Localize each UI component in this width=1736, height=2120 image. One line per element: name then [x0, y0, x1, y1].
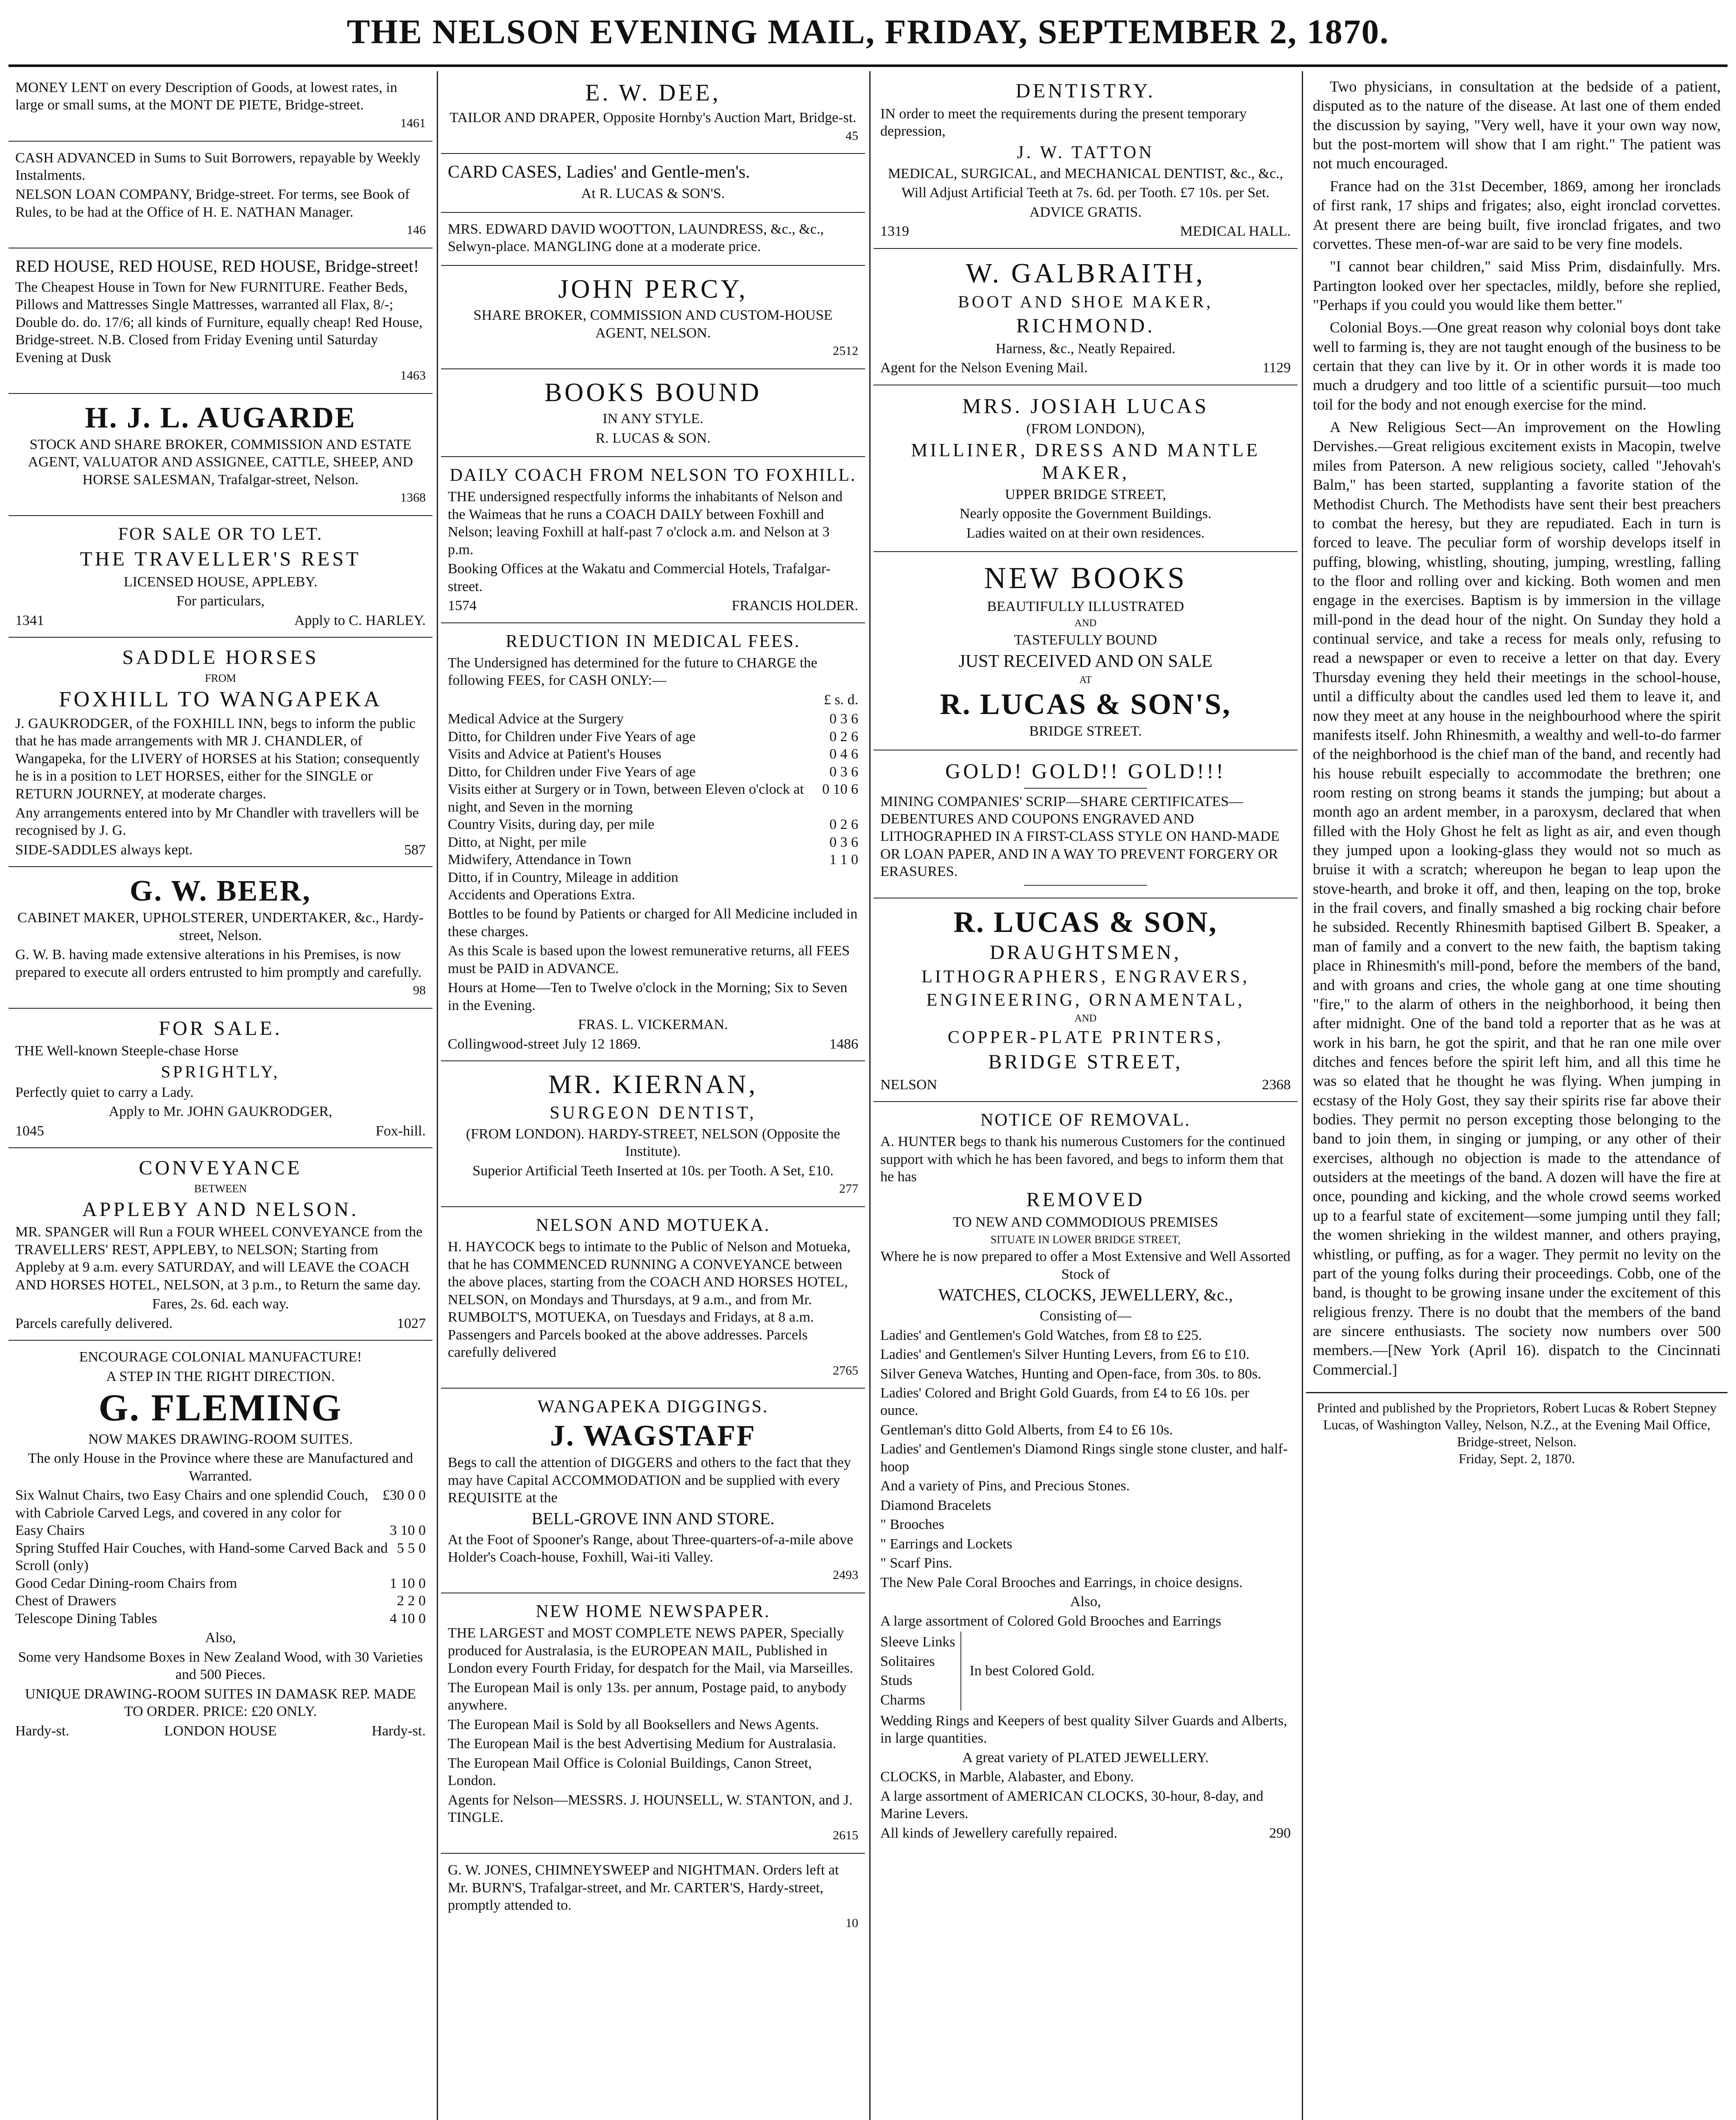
list-item: Ladies' and Gentlemen's Diamond Rings single stone cluster, and half-hoop	[880, 1441, 1288, 1475]
ad-text: BOOT AND SHOE MAKER,	[958, 292, 1213, 311]
ad-number: 1027	[397, 1315, 426, 1331]
ad-sprightly	[8, 1009, 433, 1148]
masthead: THE NELSON EVENING MAIL, FRIDAY, SEPTEMBER 2, 1870.	[346, 12, 1390, 51]
ad-number: 10	[846, 1916, 858, 1930]
ad-text: In best Colored Gold.	[969, 1663, 1095, 1679]
ad-text: Begs to call the attention of DIGGERS and others to the fact that they may have Capital ACCOMMODATION and be supplied with every REQUISITE at the	[448, 1455, 851, 1506]
ad-text: IN order to meet the requirements during the present temporary depression,	[880, 106, 1247, 139]
ad-number: 2765	[833, 1363, 858, 1378]
list-item: Silver Geneva Watches, Hunting and Open-face, from 30s. to 80s.	[880, 1366, 1262, 1382]
list-item: Good Cedar Dining-room Chairs from 1 10 0	[15, 1575, 426, 1591]
ad-wootton	[441, 213, 865, 266]
ad-text: Some very Handsome Boxes in New Zealand Wood, with 30 Varieties and 500 Pieces.	[18, 1649, 423, 1683]
ad-text: At the Foot of Spooner's Range, about Three-quarters-of-a-mile above Holder's Coach-house, Foxhill, Wai-iti Valley.	[448, 1531, 854, 1565]
ad-text: A. HUNTER begs to thank his numerous Customers for the continued support with which he has been favored, and begs to inform them that he has	[880, 1134, 1285, 1185]
ad-text: Apply to Mr. JOHN GAUKRODGER,	[109, 1104, 332, 1120]
ad-heading: FOR SALE.	[159, 1017, 282, 1040]
ad-number: 2512	[833, 344, 858, 358]
ad-number: 1045	[15, 1123, 44, 1139]
list-item: Charms	[880, 1692, 925, 1708]
ad-subtitle: SURGEON DENTIST,	[550, 1103, 756, 1123]
ad-text: ADVICE GRATIS.	[1029, 204, 1142, 220]
list-item: Visits and Advice at Patient's Houses 0 4 6	[448, 746, 858, 762]
ad-text: Booking Offices at the Wakatu and Commercial Hotels, Trafalgar-street.	[448, 561, 831, 594]
ad-daily-coach	[441, 457, 865, 623]
ad-text: UNIQUE DRAWING-ROOM SUITES IN DAMASK REP. MADE TO ORDER. PRICE: £20 ONLY.	[25, 1686, 416, 1720]
ad-title: E. W. DEE,	[585, 80, 721, 106]
ad-text: MEDICAL HALL.	[1180, 223, 1291, 240]
ad-number: 1319	[880, 223, 909, 240]
ad-number: 2493	[833, 1568, 858, 1582]
ad-title: MR. KIERNAN,	[548, 1070, 758, 1099]
ad-number: 1463	[400, 368, 426, 383]
ad-title: H. J. L. AUGARDE	[85, 401, 356, 434]
ad-percy	[441, 266, 865, 369]
ad-text: Will Adjust Artificial Teeth at 7s. 6d. per Tooth. £7 10s. per Set.	[901, 185, 1270, 201]
ad-text: FRAS. L. VICKERMAN.	[578, 1017, 728, 1033]
list-item: " Scarf Pins.	[880, 1555, 952, 1571]
ad-text: A large assortment of AMERICAN CLOCKS, 30-hour, 8-day, and Marine Levers.	[880, 1788, 1264, 1822]
ad-heading: ENCOURAGE COLONIAL MANUFACTURE!	[79, 1349, 362, 1365]
list-item: Medical Advice at the Surgery 0 3 6	[448, 711, 858, 727]
ad-hunter-removal	[874, 1102, 1298, 1849]
ad-title: JOHN PERCY,	[558, 274, 748, 304]
ad-text: BETWEEN	[194, 1182, 247, 1195]
ad-title: RED HOUSE, RED HOUSE, RED HOUSE, Bridge-street!	[15, 257, 419, 276]
ad-title: THE TRAVELLER'S REST	[80, 547, 361, 570]
ad-number: 1461	[400, 116, 426, 130]
list-item: And a variety of Pins, and Precious Stones.	[880, 1478, 1130, 1494]
article-paragraph: A New Religious Sect—An improvement on the Howling Dervishes.—Great religious excitement exists in Macopin, twelve miles from Paterson. A new religious society, called "Jehovah's Balm," has been started, supplanting a favorite station of the Methodist Church. The Methodists have sent their best preachers to combat the heresy, but they are repudiated. Each in turn is forced to leave. The peculiar form of worship develops itself in puffing, blowing, whistling, shouting, jumping, wrestling, falling to the floor and rolling over and kicking. Both women and men engage in the exercises. Baptism is by immersion in the village mill-pond in the dead hour of the night. On Sunday they hold a continual service, and take a recess for meals only, refusing to read a newspaper or even to receive a letter on that day. Every Thursday evening they held their meetings in the school-house, until a difficulty about the candles used led them to leave it, and now they meet at any house in the neighbourhood where the spirit manifests itself. John Rhinesmith, a wealthy and well-to-do farmer of the neighborhood is the chief man of the band, and recently had his house rebuilt especially to accommodate the brethren; one room resting on strong beams it stands the jumping; but about a month ago an ardent member, in a paroxysm, declared that when filled with the Holy Ghost he felt as light as air, and even though they jumped upon a looking-glass they would not so much as bruise it with a scratch; whereupon he began to leap upon the stove-hearth, and broke it off, and then, leaping on the top, broke in the frail covers, and finally smashed a big rocking chair before he subsided. Recently Rhinesmith baptised Gilbert B. Speaker, a man of family and a convert to the new faith, the baptism taking place in Rhinesmith's mill-pond, before the members of the band, and with groans and cries, the whole gang at one time shouting "fire," to the alarm of others in the neighborhood, it being then after midnight. One of the band told a reporter that as he was at work in his barn, he got the spirit, and that he ran one mile over ditches and fences before the spirit left him, and all this time he was so elated that he thought he was flying. When jumping in ecstasy of the Holy Gost, they say their spirits rise far above their bodies. They permit no person excepting those belonging to the band to join them, in singing or jumping, or any other of their exercises, although no objection is made to the attendance of outsiders at the meetings of the band. A dozen will have the fire at once, pounding and kicking, and the whole crowd seems worked up to a fearful state of excitement—some jumping until they fall; the women shrieking in the wildest manner, and others praying, whistling, or puffing, as for a wager. They permit no levity on the part of the young folks during their proceedings. Cobb, one of the band, is thought to be growing insane under the excitement of this religious frenzy. There is no doubt that the members of the band are sincere enthusiasts. The society now numbers over 500 members.—[New York (April 16). dispatch to the Cincinnati Commercial.]	[1313, 418, 1721, 1378]
ad-gold	[874, 750, 1298, 898]
ad-text: R. LUCAS & SON.	[595, 430, 711, 446]
ad-heading: DENTISTRY.	[1016, 80, 1155, 102]
ad-text: BRIDGE STREET,	[988, 1050, 1183, 1073]
ad-text: Harness, &c., Neatly Repaired.	[996, 340, 1175, 357]
list-item: Six Walnut Chairs, two Easy Chairs and one splendid Couch, with Cabriole Carved Legs, and covered in any color for £30 0 0	[15, 1487, 426, 1521]
ad-text: BEAUTIFULLY ILLUSTRATED	[987, 599, 1184, 615]
ad-text: AND	[1075, 1013, 1097, 1024]
list-item: " Earrings and Lockets	[880, 1536, 1013, 1552]
ad-text: The Cheapest House in Town for New FURNITURE. Feather Beds, Pillows and Mattresses Single Mattresses, warranted all Flax, 8/-; Double do. do. 17/6; all kinds of Furniture, equally cheap! Red House, Bridge-street. N.B. Closed from Friday Evening until Saturday Evening at Dusk	[15, 279, 423, 365]
ad-heading: WANGAPEKA DIGGINGS.	[537, 1397, 769, 1417]
ad-text: RICHMOND.	[1016, 314, 1155, 337]
list-item: The New Pale Coral Brooches and Earrings, in choice designs.	[880, 1574, 1243, 1590]
ad-text: Consisting of—	[1039, 1308, 1132, 1324]
ad-text: ENGINEERING, ORNAMENTAL,	[926, 990, 1245, 1010]
ad-number: 1129	[1262, 360, 1291, 376]
ad-text: NELSON	[880, 1077, 938, 1093]
ad-dee	[441, 71, 865, 154]
masthead-rule	[8, 64, 1728, 67]
ad-title: MRS. JOSIAH LUCAS	[962, 393, 1209, 418]
ad-text: Wedding Rings and Keepers of best quality Silver Guards and Alberts, in large quantities.	[880, 1713, 1287, 1746]
ad-title: G. W. BEER,	[130, 875, 311, 908]
ad-r-lucas-printers	[874, 898, 1298, 1102]
list-item: Ditto, if in Country, Mileage in addition	[448, 869, 678, 885]
ad-text: AT	[1079, 674, 1092, 686]
ad-text: THE Well-known Steeple-chase Horse	[15, 1043, 239, 1059]
ad-books-bound	[441, 369, 865, 457]
ad-text: STOCK AND SHARE BROKER, COMMISSION AND ESTATE AGENT, VALUATOR AND ASSIGNEE, CATTLE, SHEEP, AND HORSE SALESMAN, Trafalgar-street, Nelson.	[28, 436, 413, 488]
ad-number: 98	[413, 983, 426, 998]
ad-title: CARD CASES, Ladies' and Gentle-men's.	[448, 162, 750, 182]
ad-number: 1486	[829, 1036, 858, 1052]
ad-fleming: ENCOURAGE COLONIAL MANUFACTURE! A STEP IN THE RIGHT DIRECTION. G. FLEMING NOW MAKES DRAWING-ROOM SUITES. The only House in the Province where these are Manufactured and Warranted. Six Walnut Chairs, two Easy Chairs and one splendid Couch, with Cabriole Carved Legs, and covered in any color for £30 0 0 Easy Chairs 3 10 0 Spring Stuffed Hair Couches, with Hand-some Carved Back and Scroll (only) 5 5 0 Good Cedar Dining-room Chairs from 1 10 0 Chest of Drawers 2 2 0 Telescope Dining Tables 4 10 0 Also, Some very Handsome Boxes in New Zealand Wood, with 30 Varieties and 500 Pieces. UNIQUE DRAWING-ROOM SUITES IN DAMASK REP. MADE TO ORDER. PRICE: £20 ONLY. Hardy-st. LONDON HOUSE Hardy-st.	[15, 1349, 426, 1739]
ad-text: Ladies waited on at their own residences.	[966, 525, 1205, 541]
ad-red-house	[8, 248, 433, 394]
ad-augarde	[8, 394, 433, 516]
ad-text: Superior Artificial Teeth Inserted at 10s. per Tooth. A Set, £10.	[472, 1163, 834, 1179]
ad-text: Also,	[1070, 1594, 1101, 1610]
list-item: Ladies' Colored and Bright Gold Guards, from £4 to £6 10s. per ounce.	[880, 1385, 1250, 1419]
ad-number: 1574	[448, 598, 477, 614]
list-item: " Brooches	[880, 1517, 944, 1533]
ad-text: The European Mail is only 13s. per annum, Postage paid, to anybody anywhere.	[448, 1679, 847, 1713]
ad-text: FRANCIS HOLDER.	[731, 598, 858, 614]
ad-text: FROM	[205, 672, 236, 684]
ad-text: Agent for the Nelson Evening Mail.	[880, 360, 1088, 376]
ad-text: MILLINER, DRESS AND MANTLE MAKER,	[911, 439, 1260, 483]
ad-dentistry	[874, 71, 1298, 249]
ad-text: MRS. EDWARD DAVID WOOTTON, LAUNDRESS, &c., &c., Selwyn-place. MANGLING done at a moderate price.	[448, 221, 824, 255]
price-list	[15, 1487, 426, 1627]
list-item: Ladies' and Gentlemen's Gold Watches, from £8 to £25.	[880, 1327, 1202, 1343]
ad-text: LICENSED HOUSE, APPLEBY.	[123, 574, 318, 590]
ad-wangapeka	[441, 1389, 865, 1593]
ad-text: For particulars,	[176, 593, 265, 609]
gold-list	[880, 1632, 1291, 1710]
ad-text: Apply to C. HARLEY.	[294, 612, 426, 628]
list-item: Ditto, for Children under Five Years of age 0 2 6	[448, 728, 858, 745]
column-4	[1306, 71, 1728, 2120]
ad-money-lent	[8, 71, 433, 142]
ad-text: REMOVED	[1026, 1188, 1145, 1211]
ad-text: SIDE-SADDLES always kept.	[15, 842, 193, 858]
ad-cash-advanced	[8, 142, 433, 248]
ad-european-mail	[441, 1593, 865, 1854]
ad-title: G. FLEMING	[98, 1387, 343, 1429]
ad-text: THE undersigned respectfully informs the inhabitants of Nelson and the Waimeas that he runs a COACH DAILY between Foxhill and Nelson; leaving Foxhill at half-past 7 o'clock a.m. and Nelson at 3 p.m.	[448, 489, 843, 558]
article-paragraph: Colonial Boys.—One great reason why colonial boys dont take well to farming is, they are not taught enough of the business to be certain that they can live by it. Or in other words it is made too much a drudgery and too little of a scientific pursuit—too much toil for the body and not enough exercise for the mind.	[1313, 319, 1721, 413]
ad-motueka	[441, 1207, 865, 1389]
divider	[1024, 788, 1147, 789]
ad-text: CABINET MAKER, UPHOLSTERER, UNDERTAKER, &c., Hardy-street, Nelson.	[17, 910, 424, 943]
ad-medical-fees	[441, 623, 865, 1062]
news-article	[1306, 71, 1728, 1389]
ad-text: The only House in the Province where these are Manufactured and Warranted.	[28, 1451, 413, 1484]
list-item: Ditto, at Night, per mile 0 3 6	[448, 834, 858, 850]
list-item: Solitaires	[880, 1653, 935, 1669]
ad-title: J. WAGSTAFF	[550, 1420, 756, 1453]
ad-title: W. GALBRAITH,	[966, 257, 1206, 289]
ad-text: MONEY LENT on every Description of Goods, at lowest rates, in large or small sums, at the MONT DE PIETE, Bridge-street.	[15, 80, 397, 113]
article-paragraph: Two physicians, in consultation at the bedside of a patient, disputed as to the nature of the disease. At last one of them ended the discussion by saying, "Very well, have it your own way now, but the post-mortem will show that I am right." The patient was not much encouraged.	[1313, 78, 1721, 172]
ad-text: TASTEFULLY BOUND	[1014, 632, 1157, 648]
ad-text: WATCHES, CLOCKS, JEWELLERY, &c.,	[938, 1285, 1233, 1305]
ad-text: NELSON LOAN COMPANY, Bridge-street. For terms, see Book of Rules, to be had at the Office of H. E. NATHAN Manager.	[15, 187, 410, 220]
column-3	[874, 71, 1298, 2120]
list-item: Studs	[880, 1673, 913, 1689]
ad-text: MINING COMPANIES' SCRIP—SHARE CERTIFICATES—DEBENTURES AND COUPONS ENGRAVED AND LITHOGRAPHED IN A FIRST-CLASS STYLE ON HAND-MADE OR LOAN PAPER, AND IN A WAY TO PREVENT FORGERY OR ERASURES.	[880, 793, 1280, 880]
list-item: Sleeve Links	[880, 1634, 955, 1650]
ad-text: CLOCKS, in Marble, Alabaster, and Ebony.	[880, 1769, 1134, 1785]
ad-text: NOW MAKES DRAWING-ROOM SUITES.	[88, 1431, 353, 1448]
ad-title: NEW BOOKS	[984, 561, 1187, 595]
ad-heading: DAILY COACH FROM NELSON TO FOXHILL.	[449, 466, 857, 485]
ad-number: 146	[407, 223, 426, 237]
ad-text: Fares, 2s. 6d. each way.	[152, 1296, 289, 1312]
ad-text: A STEP IN THE RIGHT DIRECTION.	[106, 1368, 335, 1384]
ad-travellers-rest	[8, 516, 433, 638]
ad-text: SHARE BROKER, COMMISSION AND CUSTOM-HOUSE AGENT, NELSON.	[473, 307, 833, 341]
ad-text: (FROM LONDON),	[1026, 421, 1145, 437]
list-item: Ladies' and Gentlemen's Silver Hunting Levers, from £6 to £10.	[880, 1347, 1250, 1363]
divider	[1024, 885, 1147, 886]
ad-text: BELL-GROVE INN AND STORE.	[531, 1509, 775, 1528]
list-item: Diamond Bracelets	[880, 1497, 991, 1513]
ad-text: The European Mail is Sold by all Booksellers and News Agents.	[448, 1716, 819, 1732]
ad-text: Bottles to be found by Patients or charged for All Medicine included in these charges.	[448, 906, 858, 940]
ad-text: G. W. B. having made extensive alterations in his Premises, is now prepared to execute all orders entrusted to him promptly and carefully.	[15, 947, 421, 980]
ad-title: J. W. TATTON	[1017, 142, 1154, 162]
ad-galbraith	[874, 249, 1298, 385]
ad-text: BRIDGE STREET.	[1029, 723, 1142, 739]
ad-text: DRAUGHTSMEN,	[989, 941, 1181, 964]
ad-card-cases	[441, 154, 865, 213]
ad-saddle-horses	[8, 638, 433, 867]
ad-heading: NOTICE OF REMOVAL.	[980, 1110, 1191, 1130]
ad-text: UPPER BRIDGE STREET,	[1005, 486, 1166, 502]
ad-heading: FOR SALE OR TO LET.	[118, 524, 323, 544]
ad-text: THE LARGEST and MOST COMPLETE NEWS PAPER, Specially produced for Australasia, is the EUROPEAN MAIL, Published in London every Fourth Friday, for despatch for the Mail, via Marseilles.	[448, 1625, 854, 1676]
ad-text: MR. SPANGER will Run a FOUR WHEEL CONVEYANCE from the TRAVELLERS' REST, APPLEBY, to NELSON; Starting from Appleby at 9 a.m. every SATURDAY, and will LEAVE the COACH AND HORSES HOTEL, NELSON, at 3 p.m., to Return the same day.	[15, 1224, 423, 1293]
column-rule	[869, 71, 871, 2120]
ad-text: A great variety of PLATED JEWELLERY.	[962, 1749, 1209, 1766]
ad-jones	[441, 1854, 865, 1941]
fees-list	[448, 710, 858, 904]
ad-mrs-lucas	[874, 385, 1298, 552]
ad-text: H. HAYCOCK begs to intimate to the Public of Nelson and Motueka, that he has COMMENCED RUNNING A CONVEYANCE between the above places, starting from the COACH AND HORSES HOTEL, NELSON, on Mondays and Thursdays, at 9 a.m., and from Mr. RUMBOLT'S, MOTUEKA, on Tuesdays and Fridays, at 8 a.m. Passengers and Parcels booked at the above addresses. Parcels carefully delivered	[448, 1239, 851, 1361]
ad-text: Parcels carefully delivered.	[15, 1315, 173, 1331]
list-item: Telescope Dining Tables 4 10 0	[15, 1610, 426, 1626]
ad-heading: GOLD! GOLD!! GOLD!!!	[945, 759, 1226, 783]
ad-text: LITHOGRAPHERS, ENGRAVERS,	[921, 967, 1250, 987]
ad-title: R. LUCAS & SON,	[953, 906, 1218, 939]
ad-number: 1368	[400, 491, 426, 505]
ad-text: The Undersigned has determined for the future to CHARGE the following FEES, for CASH ONLY:—	[448, 655, 818, 689]
ad-title: APPLEBY AND NELSON.	[82, 1198, 359, 1221]
ad-conveyance-appleby	[8, 1148, 433, 1341]
ad-text: SITUATE IN LOWER BRIDGE STREET,	[991, 1233, 1181, 1246]
ad-beer	[8, 867, 433, 1008]
ad-new-books	[874, 552, 1298, 750]
ad-text: COPPER-PLATE PRINTERS,	[947, 1027, 1224, 1047]
list-item: Easy Chairs 3 10 0	[15, 1523, 426, 1539]
column-rule	[1302, 71, 1303, 2120]
ad-number: 587	[404, 842, 426, 858]
list-item: Visits either at Surgery or in Town, between Eleven o'clock at night, and Seven in the morning 0 10 6	[448, 781, 858, 815]
ad-number: 2615	[833, 1828, 858, 1843]
ad-heading: CONVEYANCE	[139, 1157, 302, 1180]
ad-heading: NELSON AND MOTUEKA.	[536, 1215, 770, 1235]
article-paragraph: "I cannot bear children," said Miss Prim, disdainfully. Mrs. Partington looked over her spectacles, mildly, before she replied, "Perhaps if you could you would like them better."	[1313, 258, 1721, 313]
column-rule	[437, 71, 438, 2120]
imprint-text: Printed and published by the Proprietors, Robert Lucas & Robert Stepney Lucas, of Washington Valley, Nelson, N.Z., at the Evening Mail Office, Bridge-street, Nelson.	[1317, 1400, 1717, 1450]
ad-text: Also,	[205, 1630, 236, 1646]
ad-heading: REDUCTION IN MEDICAL FEES.	[505, 631, 801, 651]
ad-number: 2368	[1262, 1077, 1291, 1093]
ad-text: A large assortment of Colored Gold Brooches and Earrings	[880, 1613, 1221, 1629]
list-item: Chest of Drawers 2 2 0	[15, 1593, 426, 1609]
fees-columns: £ s. d.	[823, 692, 858, 708]
ad-text: As this Scale is based upon the lowest remunerative returns, all FEES must be PAID in ADVANCE.	[448, 943, 850, 976]
imprint	[1306, 1392, 1728, 1473]
column-1	[8, 71, 433, 2120]
list-item: Ditto, for Children under Five Years of age 0 3 6	[448, 764, 858, 780]
ad-text: The European Mail is the best Advertising Medium for Australasia.	[448, 1736, 836, 1752]
ad-text: All kinds of Jewellery carefully repaired.	[880, 1825, 1117, 1841]
ad-text: Where he is now prepared to offer a Most Extensive and Well Assorted Stock of	[880, 1249, 1291, 1282]
ad-text: TO NEW AND COMMODIOUS PREMISES	[953, 1214, 1218, 1230]
ad-kiernan	[441, 1061, 865, 1207]
list-item: Spring Stuffed Hair Couches, with Hand-some Carved Back and Scroll (only) 5 5 0	[15, 1540, 426, 1574]
ad-title: SADDLE HORSES	[122, 646, 319, 669]
ad-text: JUST RECEIVED AND ON SALE	[958, 651, 1213, 671]
list-item: Gentleman's ditto Gold Alberts, from £4 to £6 10s.	[880, 1422, 1173, 1438]
ad-text: IN ANY STYLE.	[603, 411, 703, 427]
ad-title: BOOKS BOUND	[544, 378, 762, 407]
ad-text: Any arrangements entered into by Mr Chandler with travellers will be recognised by J. G.	[15, 805, 419, 839]
ad-text: Agents for Nelson—MESSRS. J. HOUNSELL, W. STANTON, and J. TINGLE.	[448, 1792, 853, 1825]
ad-text: Hours at Home—Ten to Twelve o'clock in the Morning; Six to Seven in the Evening.	[448, 980, 848, 1013]
ad-text: J. GAUKRODGER, of the FOXHILL INN, begs to inform the public that he has made arrangements with MR J. CHANDLER, of Wangapeka, for the LIVERY of HORSES at his Station; consequently he is in a position to LET HORSES, either for the SINGLE or RETURN JOURNEY, at moderate charges.	[15, 715, 420, 802]
ad-text: AND	[1075, 617, 1097, 629]
ad-text: Fox-hill.	[375, 1123, 426, 1139]
list-item: Accidents and Operations Extra.	[448, 887, 635, 903]
ad-text: Collingwood-street July 12 1869.	[448, 1036, 641, 1052]
ad-text: Perfectly quiet to carry a Lady.	[15, 1084, 194, 1100]
ad-title: FOXHILL TO WANGAPEKA	[59, 687, 382, 712]
ad-text: G. W. JONES, CHIMNEYSWEEP and NIGHTMAN. Orders left at Mr. BURN'S, Trafalgar-street, and Mr. CARTER'S, Hardy-street, promptly attended to.	[448, 1862, 839, 1913]
ad-number: 277	[839, 1182, 858, 1196]
ad-text: R. LUCAS & SON'S,	[940, 688, 1231, 721]
column-2	[441, 71, 865, 2120]
ad-title: SPRIGHTLY,	[161, 1062, 280, 1081]
ad-heading: NEW HOME NEWSPAPER.	[536, 1602, 770, 1622]
ad-title: CASH ADVANCED in Sums to Suit Borrowers, repayable by Weekly Instalments.	[15, 150, 421, 183]
ad-number: 1341	[15, 612, 44, 628]
ad-text: (FROM LONDON). HARDY-STREET, NELSON (Opposite the Institute).	[466, 1126, 840, 1160]
ad-number: 45	[846, 128, 858, 143]
list-item: Midwifery, Attendance in Town 1 1 0	[448, 852, 858, 868]
ad-text: The European Mail Office is Colonial Buildings, Canon Street, London.	[448, 1755, 812, 1789]
ad-text: Nearly opposite the Government Buildings.	[960, 506, 1211, 522]
ad-text: MEDICAL, SURGICAL, and MECHANICAL DENTIST, &c., &c.,	[888, 165, 1284, 181]
ad-number: 290	[1269, 1825, 1291, 1841]
list-item: Country Visits, during day, per mile 0 2 6	[448, 817, 858, 833]
ad-text: At R. LUCAS & SON'S.	[581, 186, 725, 202]
ad-text: TAILOR AND DRAPER, Opposite Hornby's Auction Mart, Bridge-st.	[449, 110, 857, 126]
imprint-date: Friday, Sept. 2, 1870.	[1458, 1451, 1575, 1467]
article-paragraph: France had on the 31st December, 1869, among her ironclads of first rank, 17 ships and frigates; also, eight ironclad corvettes. At present there are being built, five ironclad frigates, and two corvettes. These men-of-war are said to be very fine models.	[1313, 177, 1721, 252]
